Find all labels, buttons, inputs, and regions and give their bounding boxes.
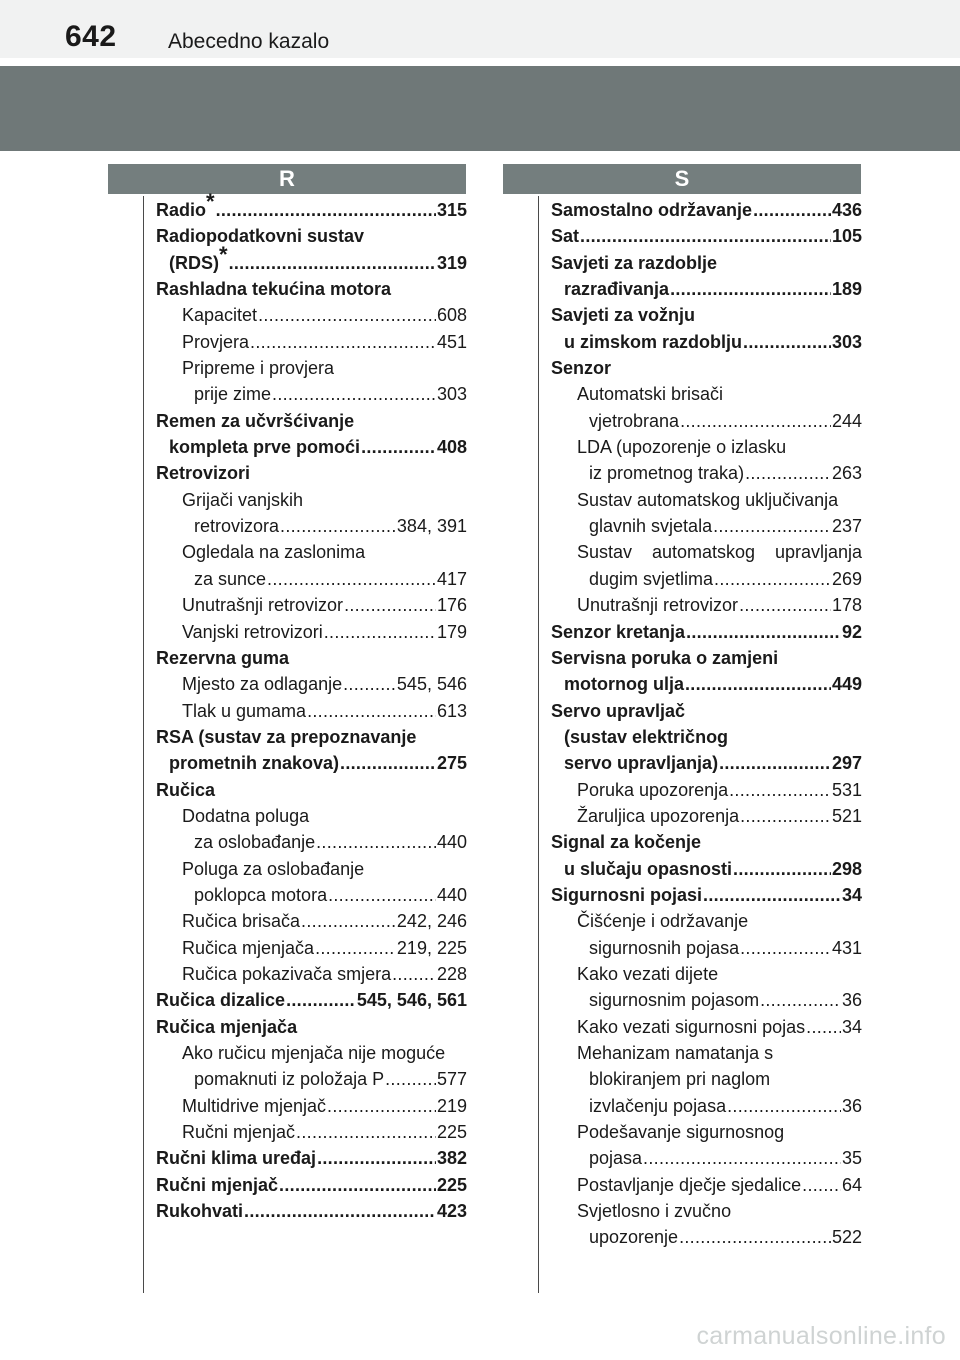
entry-text: Mehanizam namatanja s [577, 1043, 774, 1063]
entry-page: 179 [436, 621, 467, 642]
entry-page: 34 [841, 884, 862, 905]
index-entry [551, 460, 862, 486]
entry-text: Poruka upozorenja [577, 779, 729, 800]
index-entry [156, 698, 467, 724]
entry-text: Sigurnosni pojasi [551, 884, 703, 905]
index-entry [156, 908, 467, 934]
index-entry [156, 1119, 467, 1145]
index-entry [156, 241, 467, 276]
entry-page: 423 [436, 1201, 467, 1222]
entry-text: Postavljanje dječje sjedalice [577, 1174, 802, 1195]
index-entry [156, 539, 467, 565]
index-entry [551, 1093, 862, 1119]
index-entry [156, 1145, 467, 1171]
entry-text: u zimskom razdoblju [564, 331, 743, 352]
index-entry [156, 1198, 467, 1224]
index-entry [156, 513, 467, 539]
section-letter-s: S [503, 164, 861, 194]
entry-text: Multidrive mjenjač [182, 1095, 327, 1116]
entry-text: za oslobađanje [194, 832, 316, 853]
index-entry [551, 882, 862, 908]
entry-page: 436 [831, 200, 862, 220]
entry-page: 303 [831, 331, 862, 352]
index-entry [551, 1119, 862, 1145]
entry-page: 608 [436, 305, 467, 326]
entry-text: Pripreme i provjera [182, 358, 335, 379]
entry-page: 577 [436, 1069, 467, 1090]
entry-text: Vanjski retrovizori [182, 621, 323, 642]
entry-text: Kapacitet [182, 305, 258, 326]
index-entry [156, 434, 467, 460]
index-entry [156, 750, 467, 776]
index-entry [156, 1172, 467, 1198]
entry-page: 244 [831, 410, 862, 431]
index-entry [551, 961, 862, 987]
entry-page: 189 [831, 279, 862, 300]
index-entry [156, 1066, 467, 1092]
entry-text: Ručica mjenjača [156, 1016, 298, 1037]
entry-page: 297 [831, 753, 862, 774]
section-letter-r: R [108, 164, 466, 194]
index-entry [551, 1172, 862, 1198]
index-entry [156, 566, 467, 592]
entry-text: vjetrobrana [589, 410, 680, 431]
entry-text: blokiranjem pri naglom [589, 1069, 771, 1090]
entry-text: motornog ulja [564, 674, 684, 695]
index-entry [156, 355, 467, 381]
watermark: carmanualsonline.info [696, 1322, 946, 1350]
entry-page: 440 [436, 884, 467, 905]
index-entry [156, 645, 467, 671]
entry-page: 64 [841, 1174, 862, 1195]
entry-text: Radio [156, 200, 207, 220]
index-entry [156, 961, 467, 987]
index-entry [551, 302, 862, 328]
entry-page: 36 [841, 990, 862, 1011]
entry-text: Ručica pokazivača smjera [182, 963, 392, 984]
index-entry [551, 329, 862, 355]
entry-text: RSA (sustav za prepoznavanje [156, 726, 417, 747]
entry-page: 521 [831, 805, 862, 826]
page-header [0, 0, 960, 58]
index-entry [551, 935, 862, 961]
index-entry [551, 803, 862, 829]
entry-text: automatskog [651, 542, 756, 563]
entry-text: Ručica [156, 779, 216, 800]
entry-text: iz prometnog traka) [589, 463, 745, 484]
index-entry [156, 329, 467, 355]
entry-page: 242, 246 [396, 911, 467, 932]
entry-page: 225 [436, 1122, 467, 1143]
entry-text: prometnih znakova) [169, 753, 340, 774]
entry-page: 431 [831, 937, 862, 958]
index-entry [551, 1224, 862, 1250]
entry-text: prije zime [194, 384, 272, 405]
index-entry [551, 1198, 862, 1224]
right-column-rule [538, 196, 539, 1293]
entry-text: Unutrašnji retrovizor [182, 595, 344, 616]
index-entry [551, 724, 862, 750]
entry-page: 440 [436, 832, 467, 853]
index-entry [551, 592, 862, 618]
entry-text: Podešavanje sigurnosnog [577, 1122, 785, 1143]
entry-page: 269 [831, 568, 862, 589]
asterisk-mark: * [206, 189, 215, 214]
entry-text: Ručica dizalice [156, 990, 286, 1011]
index-entry [551, 777, 862, 803]
index-entry [551, 908, 862, 934]
entry-page: 275 [436, 753, 467, 774]
index-entry [551, 987, 862, 1013]
entry-text: kompleta prve pomoći [169, 437, 361, 458]
entry-text: Radiopodatkovni sustav [156, 226, 365, 247]
entry-page: 449 [831, 674, 862, 695]
index-entry [156, 803, 467, 829]
entry-text: Ručni klima uređaj [156, 1148, 317, 1169]
entry-page: 219 [436, 1095, 467, 1116]
entry-page: 545, 546, 561 [356, 990, 467, 1011]
entry-page: 417 [436, 568, 467, 589]
entry-text: Senzor [551, 358, 612, 379]
entry-page: 384, 391 [396, 516, 467, 537]
index-entry [551, 1040, 862, 1066]
entry-text: sigurnosnim pojasom [589, 990, 760, 1011]
index-entry [551, 381, 862, 407]
index-entry [156, 619, 467, 645]
entry-text: Remen za učvršćivanje [156, 410, 355, 431]
entry-page: 34 [841, 1016, 862, 1037]
entry-page: 176 [436, 595, 467, 616]
entry-text: sigurnosnih pojasa [589, 937, 740, 958]
index-entry [156, 856, 467, 882]
entry-text: Sustav automatskog uključivanja [577, 489, 839, 510]
index-entry [551, 434, 862, 460]
entry-text: Senzor kretanja [551, 621, 686, 642]
entry-text: (RDS) [169, 252, 219, 273]
entry-text: izvlačenju pojasa [589, 1095, 727, 1116]
entry-page: 263 [831, 463, 862, 484]
entry-text: upravljanja [774, 542, 862, 563]
entry-text: Poluga za oslobađanje [182, 858, 365, 879]
left-column-rule [143, 196, 144, 1293]
index-entry [551, 829, 862, 855]
asterisk-mark: * [219, 241, 228, 267]
entry-text: za sunce [194, 568, 267, 589]
index-entry [156, 1040, 467, 1066]
entry-page: 237 [831, 516, 862, 537]
entry-text: Sat [551, 226, 580, 247]
header-band [0, 66, 960, 151]
index-entry [551, 1066, 862, 1092]
entry-page: 228 [436, 963, 467, 984]
entry-text: Rukohvati [156, 1201, 244, 1222]
entry-page: 522 [831, 1227, 862, 1248]
entry-text: Samostalno održavanje [551, 200, 753, 220]
index-entry [156, 1014, 467, 1040]
index-entry [156, 882, 467, 908]
index-entry [551, 197, 862, 223]
index-entry [156, 724, 467, 750]
index-entry [156, 935, 467, 961]
entry-text: Ručica mjenjača [182, 937, 315, 958]
entry-text: Dodatna poluga [182, 805, 310, 826]
entry-text: upozorenje [589, 1227, 679, 1248]
index-entry [551, 619, 862, 645]
entry-text: Rashladna tekućina motora [156, 279, 392, 300]
entry-text: pomaknuti iz položaja P [194, 1069, 385, 1090]
index-entry [551, 408, 862, 434]
index-entry [551, 487, 862, 513]
index-entry [551, 1014, 862, 1040]
index-entry [156, 460, 467, 486]
entry-page: 35 [841, 1148, 862, 1169]
entry-page: 105 [831, 226, 862, 247]
index-entry [551, 539, 862, 565]
entry-text: pojasa [589, 1148, 643, 1169]
entry-text: dugim svjetlima [589, 568, 714, 589]
entry-text: Unutrašnji retrovizor [577, 595, 739, 616]
entry-page: 451 [436, 331, 467, 352]
index-entry [156, 276, 467, 302]
entry-page: 298 [831, 858, 862, 879]
entry-text: Signal za kočenje [551, 832, 702, 853]
entry-text: Rezervna guma [156, 647, 290, 668]
entry-page: 303 [436, 384, 467, 405]
entry-page: 178 [831, 595, 862, 616]
entry-text: Ručni mjenjač [182, 1122, 296, 1143]
entry-text: razrađivanja [564, 279, 670, 300]
entry-text: Servisna poruka o zamjeni [551, 647, 779, 668]
page-number: 642 [65, 20, 117, 53]
index-entry [156, 381, 467, 407]
index-entry [551, 355, 862, 381]
entry-page: 545, 546 [396, 674, 467, 695]
index-entry [551, 645, 862, 671]
entry-page: 219, 225 [396, 937, 467, 958]
entry-text: glavnih svjetala [589, 516, 713, 537]
entry-text: Sustav [577, 542, 633, 563]
index-entry [551, 1145, 862, 1171]
entry-text: poklopca motora [194, 884, 328, 905]
index-entry [156, 302, 467, 328]
entry-text: Mjesto za odlaganje [182, 674, 343, 695]
index-entry [156, 223, 467, 249]
index-entry [551, 223, 862, 249]
index-entry [551, 750, 862, 776]
index-entry [551, 250, 862, 276]
index-entry [551, 513, 862, 539]
entry-text: Žaruljica upozorenja [577, 805, 740, 826]
entry-page: 92 [841, 621, 862, 642]
index-entry [156, 829, 467, 855]
index-entry [156, 1093, 467, 1119]
page-title: Abecedno kazalo [168, 30, 330, 53]
entry-page: 531 [831, 779, 862, 800]
entry-text: Kako vezati sigurnosni pojas [577, 1016, 806, 1037]
entry-text: Tlak u gumama [182, 700, 307, 721]
entry-text: Svjetlosno i zvučno [577, 1201, 732, 1222]
entry-page: 319 [436, 252, 467, 273]
index-column-s [551, 197, 862, 1251]
index-entry [551, 698, 862, 724]
entry-text: Automatski brisači [577, 384, 724, 405]
index-entry [551, 856, 862, 882]
entry-text: servo upravljanja) [564, 753, 719, 774]
entry-text: Servo upravljač [551, 700, 686, 721]
index-entry [551, 566, 862, 592]
entry-page: 225 [436, 1174, 467, 1195]
entry-text: LDA (upozorenje o izlasku [577, 437, 787, 458]
entry-page: 408 [436, 437, 467, 458]
index-entry [156, 592, 467, 618]
entry-page: 36 [841, 1095, 862, 1116]
entry-text: Ogledala na zaslonima [182, 542, 366, 563]
index-entry [156, 189, 467, 223]
entry-text: Ako ručicu mjenjača nije moguće [182, 1043, 446, 1063]
index-entry [156, 408, 467, 434]
entry-text: Čišćenje i održavanje [577, 911, 749, 932]
entry-text: Retrovizori [156, 463, 251, 484]
entry-text: Grijači vanjskih [182, 489, 304, 510]
index-entry [156, 487, 467, 513]
entry-text: Kako vezati dijete [577, 963, 719, 984]
entry-text: Savjeti za razdoblje [551, 252, 718, 273]
index-column-r [156, 189, 467, 1224]
entry-text: (sustav električnog [564, 726, 729, 747]
index-entry [156, 777, 467, 803]
index-entry [156, 671, 467, 697]
entry-text: Ručica brisača [182, 911, 301, 932]
entry-text: u slučaju opasnosti [564, 858, 733, 879]
entry-text: Savjeti za vožnju [551, 305, 696, 326]
entry-page: 382 [436, 1148, 467, 1169]
entry-page: 613 [436, 700, 467, 721]
index-entry [551, 276, 862, 302]
entry-text: retrovizora [194, 516, 280, 537]
index-entry [551, 671, 862, 697]
entry-text: Provjera [182, 331, 250, 352]
entry-page: 315 [436, 200, 467, 220]
entry-text: Ručni mjenjač [156, 1174, 279, 1195]
index-entry [156, 987, 467, 1013]
